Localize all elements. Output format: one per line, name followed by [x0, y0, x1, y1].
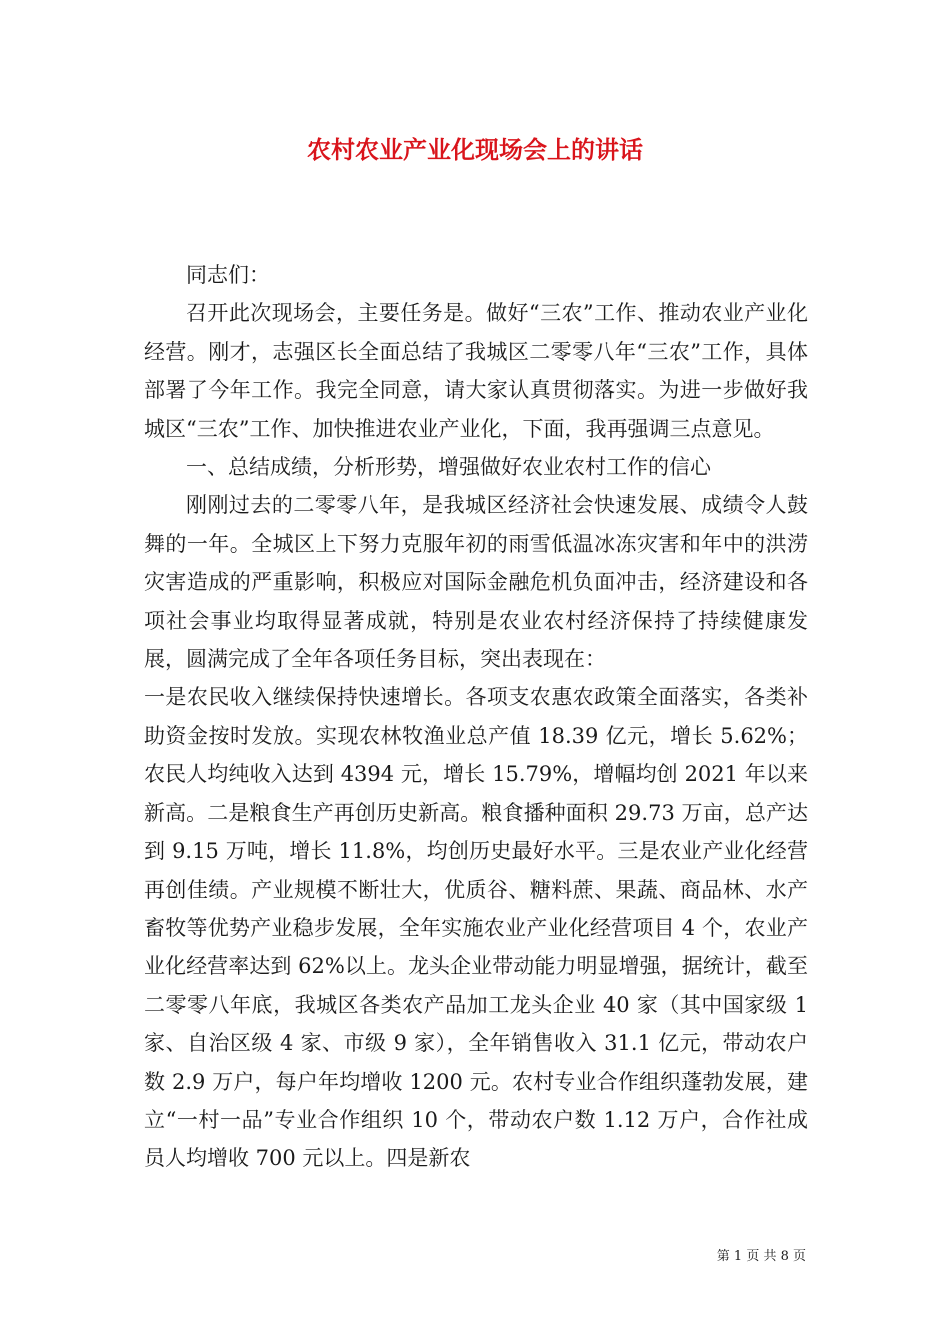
paragraph-achievements: 一是农民收入继续保持快速增长。各项支农惠农政策全面落实，各类补助资金按时发放。实现农林牧渔业总产值 18.39 亿元，增长 5.62%；农民人均纯收入达到 4394 元，增长 15.79%，增幅均创 2021 年以来新高。二是粮食生产再创历史新高。粮食播种面积 29.73 万亩，总产达到 9.15 万吨，增长 11.8%，均创历史最好水平。三是农业产业化经营再创佳绩。产业规模不断壮大，优质谷、糖料蔗、果蔬、商品林、水产畜牧等优势产业稳步发展，全年实施农业产业化经营项目 4 个，农业产业化经营率达到 62%以上。龙头企业带动能力明显增强，据统计，截至二零零八年底，我城区各类农产品加工龙头企业 40 家（其中国家级 1 家、自治区级 4 家、市级 9 家），全年销售收入 31.1 亿元，带动农户数 2.9 万户，每户年均增收 1200 元。农村专业合作组织蓬勃发展，建立“一村一品”专业合作组织 10 个，带动农户数 1.12 万户，合作社成员人均增收 700 元以上。四是新农	[144, 685, 808, 1171]
salutation: 同志们：	[186, 263, 270, 287]
document-title: 农村农业产业化现场会上的讲话	[307, 135, 643, 164]
paragraph-review: 刚刚过去的二零零八年，是我城区经济社会快速发展、成绩令人鼓舞的一年。全城区上下努力克服年初的雨雪低温冰冻灾害和年中的洪涝灾害造成的严重影响，积极应对国际金融危机负面冲击，经济建设和各项社会事业均取得显著成就，特别是农业农村经济保持了持续健康发展，圆满完成了全年各项任务目标，突出表现在：	[144, 493, 808, 672]
paragraph-intro: 召开此次现场会，主要任务是。做好“三农”工作、推动农业产业化经营。刚才，志强区长全面总结了我城区二零零八年“三农”工作，具体部署了今年工作。我完全同意，请大家认真贯彻落实。为进一步做好我城区“三农”工作、加快推进农业产业化，下面，我再强调三点意见。	[144, 301, 808, 441]
document-body	[144, 256, 808, 1178]
page-number: 第 1 页 共 8 页	[716, 1249, 806, 1264]
section-heading-1: 一、总结成绩，分析形势，增强做好农业农村工作的信心	[186, 455, 711, 480]
